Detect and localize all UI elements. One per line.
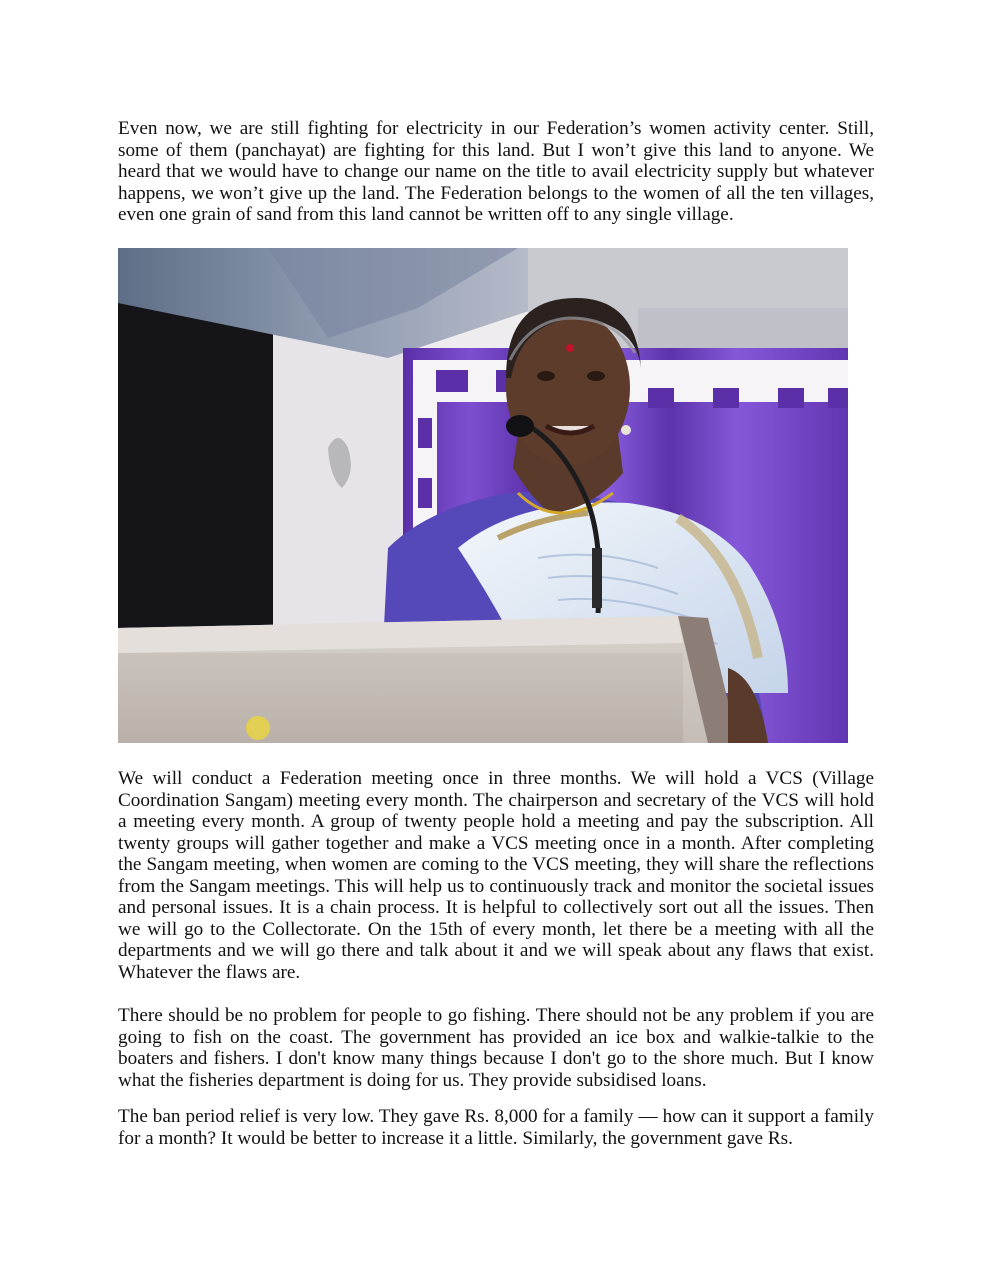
paragraph-4: The ban period relief is very low. They gave Rs. 8,000 for a family — how can it support a family for a month? It would be better to increase it a little. Similarly, the government gave Rs. (118, 1106, 874, 1149)
photo-woman-speaking-at-podium (118, 248, 877, 743)
paragraph-3: There should be no problem for people to go fishing. There should not be any problem if you are going to fish on the coast. The government has provided an ice box and walkie-talkie to the boaters and fishers. I don't know many things because I don't go to the shore much. But I know what the fisheries department is doing for us. They provide subsidised loans. (118, 1005, 874, 1091)
paragraph-1: Even now, we are still fighting for electricity in our Federation’s women activity center. Still, some of them (panchayat) are fighting for this land. But I won’t give this land to anyone. We heard that we would have to change our name on the title to avail electricity supply but whatever happens, we won’t give up the land. The Federation belongs to the women of all the ten villages, even one grain of sand from this land cannot be written off to any single village. (118, 118, 874, 225)
paragraph-2: We will conduct a Federation meeting once in three months. We will hold a VCS (Village Coordination Sangam) meeting every month. The chairperson and secretary of the VCS will hold a meeting every month. A group of twenty people hold a meeting and pay the subscription. All twenty groups will gather together and make a VCS meeting once in a month. After completing the Sangam meeting, when women are coming to the VCS meeting, they will share the reflections from the Sangam meetings. This will help us to continuously track and monitor the societal issues and personal issues. It is a chain process. It is helpful to collectively sort out all the issues. Then we will go to the Collectorate. On the 15th of every month, let there be a meeting with all the departments and we will go there and talk about it and we will speak about any flaws that exist. Whatever the flaws are. (118, 768, 874, 983)
